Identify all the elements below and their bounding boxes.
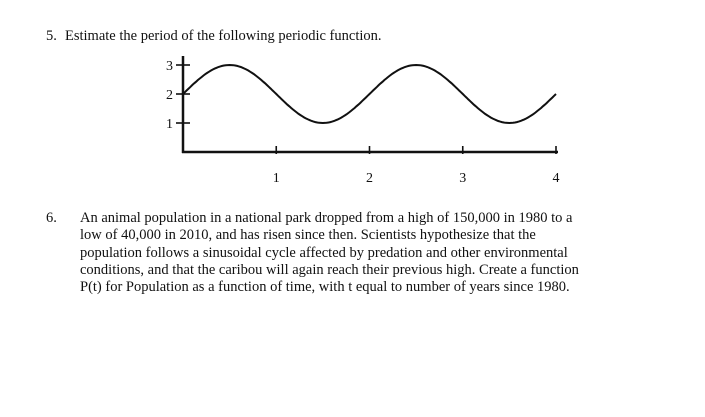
- axes: [182, 56, 558, 153]
- question-6-line: P(t) for Population as a function of time, with t equal to number of years since 1980.: [80, 279, 570, 296]
- question-6-text: [80, 210, 680, 296]
- question-6-line: low of 40,000 in 2010, and has risen since then. Scientists hypothesize that the: [80, 227, 536, 244]
- y-tick-label: 3: [166, 59, 173, 74]
- question-6-line: An animal population in a national park dropped from a high of 150,000 in 1980 to a: [80, 210, 573, 226]
- question-6-line: conditions, and that the caribou will again reach their previous high. Create a function: [80, 261, 579, 278]
- periodic-function-graph: [0, 0, 705, 200]
- sinusoid-curve: [183, 65, 556, 123]
- y-ticks: [166, 59, 190, 132]
- question-5-number: 5.: [46, 28, 57, 44]
- question-5-text: Estimate the period of the following periodic function.: [65, 28, 382, 44]
- x-tick-label: 3: [459, 171, 467, 186]
- y-tick-label: 2: [166, 88, 173, 103]
- question-6-number: 6.: [46, 210, 57, 226]
- y-tick-label: 1: [166, 117, 173, 132]
- question-6-line: population follows a sinusoidal cycle affected by predation and other environmental: [80, 244, 568, 261]
- x-tick-label: 4: [552, 171, 560, 186]
- x-tick-label: 2: [366, 171, 373, 186]
- x-tick-label: 1: [272, 171, 280, 186]
